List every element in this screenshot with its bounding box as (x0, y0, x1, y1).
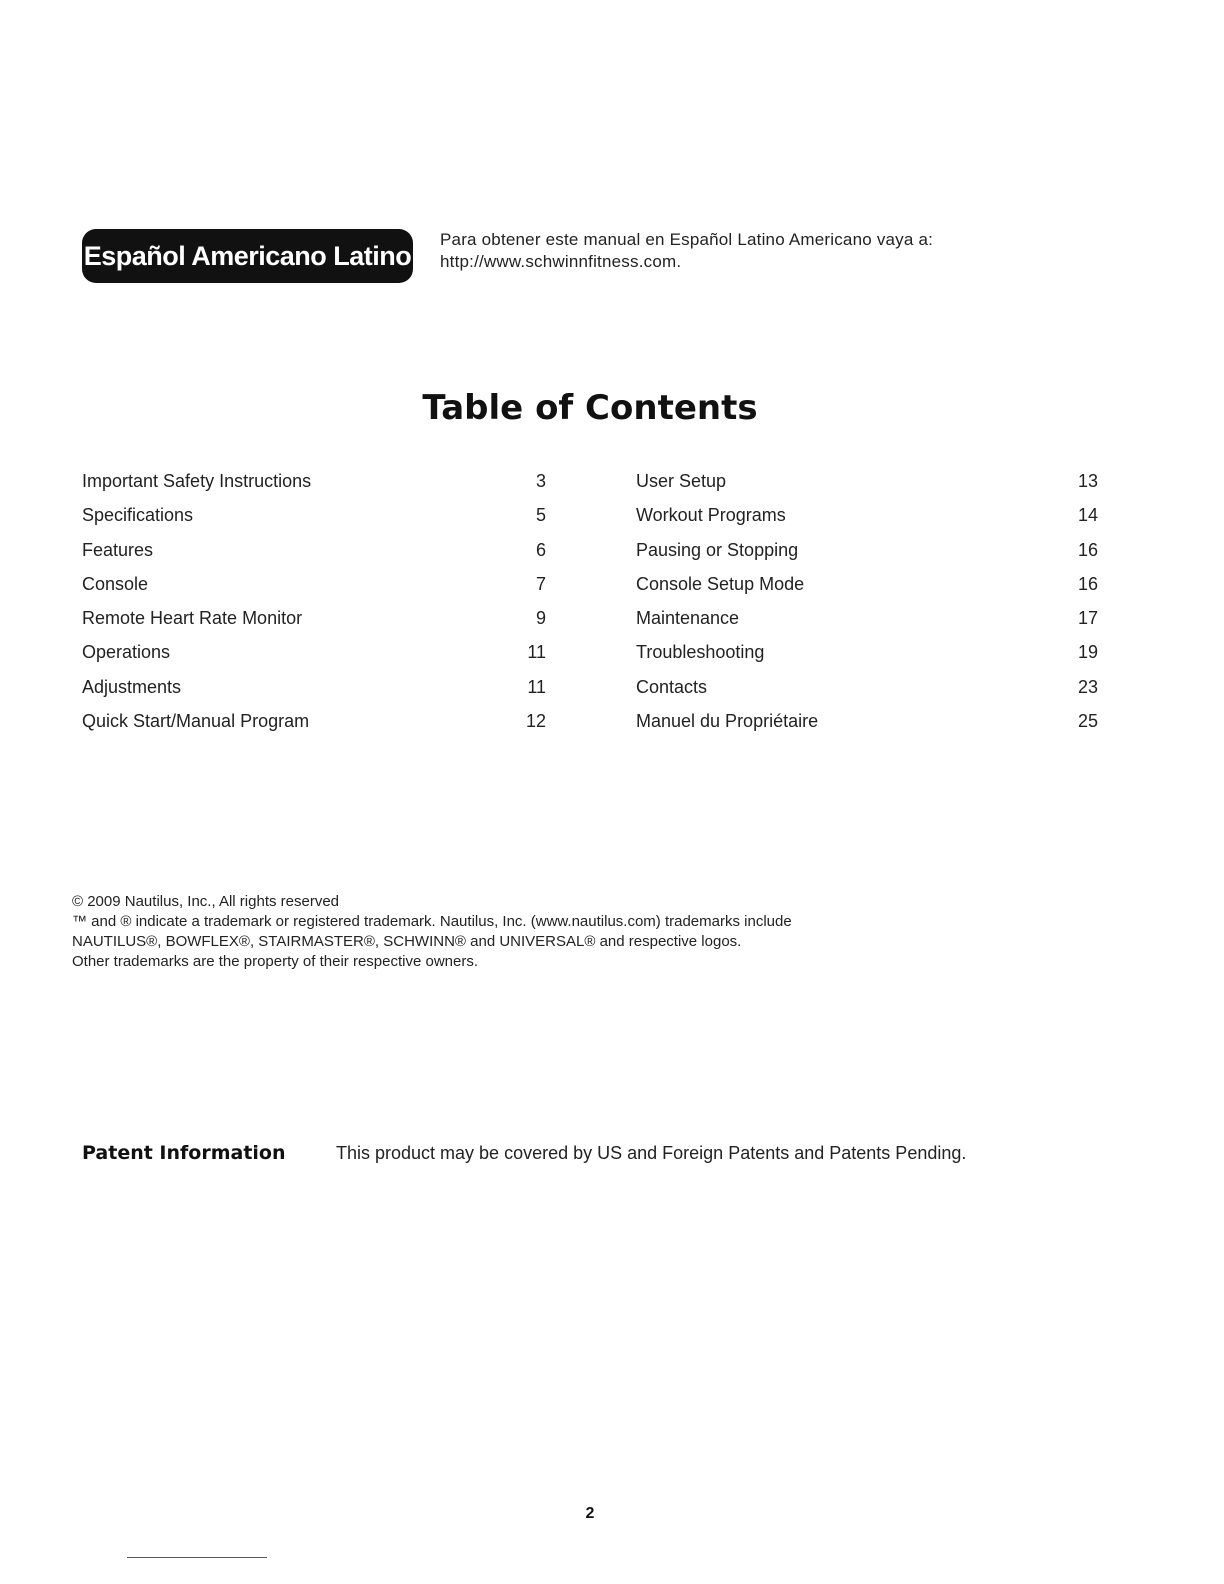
toc-entry[interactable] (82, 706, 546, 740)
language-badge-label: Español Americano Latino (83, 240, 412, 271)
toc-entry[interactable] (636, 672, 1098, 706)
toc-entry-page: 14 (1077, 505, 1098, 526)
toc-entry-page: 16 (1077, 539, 1098, 560)
bottom-link-rule (127, 1557, 267, 1558)
toc-entry[interactable] (82, 500, 546, 534)
toc-entry-label: Adjustments (82, 676, 182, 697)
trademark-line: ™ and ® indicate a trademark or registered trademark. Nautilus, Inc. (www.nautilus.com) trademarks include (72, 913, 792, 930)
toc-entry[interactable] (636, 706, 1098, 740)
toc-entry-page: 5 (535, 505, 546, 526)
toc-entry-label: Quick Start/Manual Program (82, 711, 310, 732)
toc-entry[interactable] (82, 637, 546, 671)
toc-entry-page: 11 (527, 642, 546, 663)
toc-entry-page: 9 (535, 608, 546, 629)
toc-entry-page: 11 (527, 676, 546, 697)
toc-entry[interactable] (636, 637, 1098, 671)
toc-entry-label: Operations (82, 642, 171, 663)
legal-notice (72, 892, 792, 972)
toc-entry-label: Console Setup Mode (636, 573, 805, 594)
toc-entry-page: 19 (1077, 642, 1098, 663)
page-number: 2 (585, 1505, 595, 1522)
toc-entry-label: Maintenance (636, 608, 740, 629)
toc-entry-page: 12 (525, 711, 546, 732)
toc-entry-page: 7 (535, 573, 546, 594)
toc-entry-label: Manuel du Propriétaire (636, 711, 819, 732)
toc-left-column (82, 466, 546, 740)
language-badge (82, 229, 413, 283)
toc-entry-label: User Setup (636, 471, 727, 491)
toc-entry-label: Contacts (636, 676, 708, 697)
toc-entry-label: Pausing or Stopping (636, 539, 799, 560)
language-notice-url[interactable]: http://www.schwinnfitness.com. (440, 252, 682, 271)
toc-title: Table of Contents (422, 388, 758, 428)
toc-entry[interactable] (82, 535, 546, 569)
trademark-list-line: NAUTILUS®, BOWFLEX®, STAIRMASTER®, SCHWINN® and UNIVERSAL® and respective logos. (72, 933, 742, 950)
toc-entry[interactable] (82, 603, 546, 637)
toc-entry[interactable] (636, 466, 1098, 500)
toc-entry-page: 6 (535, 539, 546, 560)
toc-entry-page: 25 (1077, 711, 1098, 732)
toc-entry[interactable] (636, 500, 1098, 534)
toc-entry-page: 13 (1077, 471, 1098, 491)
toc-entry[interactable] (82, 569, 546, 603)
toc-entry-label: Important Safety Instructions (82, 471, 312, 491)
toc-right-column (636, 466, 1098, 740)
toc-entry-label: Remote Heart Rate Monitor (82, 608, 303, 629)
toc-entry-label: Workout Programs (636, 505, 786, 526)
language-notice (440, 229, 933, 273)
copyright-line: © 2009 Nautilus, Inc., All rights reserved (72, 893, 340, 910)
toc-entry-page: 17 (1077, 608, 1098, 629)
patent-heading: Patent Information (82, 1142, 286, 1164)
trademark-owners-line: Other trademarks are the property of their respective owners. (72, 953, 479, 970)
patent-text: This product may be covered by US and Foreign Patents and Patents Pending. (336, 1143, 967, 1163)
toc-entry[interactable] (636, 535, 1098, 569)
toc-entry-label: Console (82, 573, 149, 594)
toc-entry-page: 23 (1077, 676, 1098, 697)
language-notice-line: Para obtener este manual en Español Latino Americano vaya a: (440, 230, 934, 249)
toc-entry-page: 16 (1077, 573, 1098, 594)
toc-entry-label: Features (82, 539, 154, 560)
toc-entry[interactable] (636, 569, 1098, 603)
toc-entry[interactable] (82, 672, 546, 706)
toc-entry[interactable] (82, 466, 546, 500)
toc-entry-page: 3 (535, 471, 546, 491)
toc-entry[interactable] (636, 603, 1098, 637)
toc-entry-label: Specifications (82, 505, 194, 526)
toc-entry-label: Troubleshooting (636, 642, 765, 663)
